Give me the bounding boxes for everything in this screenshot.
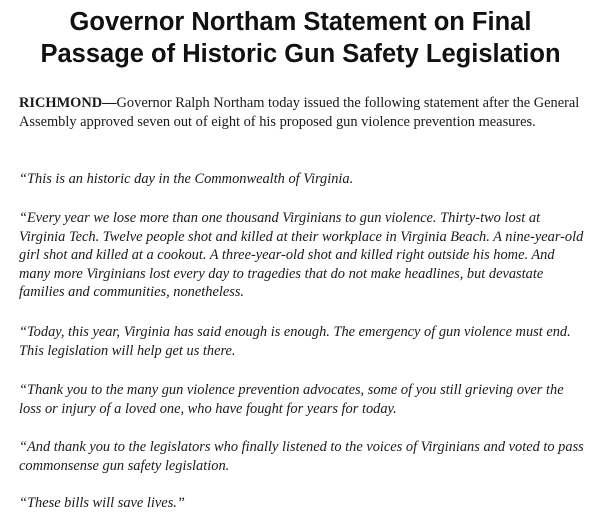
lead-paragraph [19, 94, 589, 131]
quote-paragraph: “Today, this year, Virginia has said enough is enough. The emergency of gun violence must end. This legislation will help get us there. [19, 324, 571, 359]
quote-paragraph: “These bills will save lives.” [19, 495, 185, 511]
quote-paragraph: “This is an historic day in the Commonwealth of Virginia. [19, 171, 354, 187]
lead-text: Governor Ralph Northam today issued the following statement after the General Assembly approved seven out of eight of his proposed gun violence prevention measures. [19, 95, 580, 130]
quote-paragraph: “Every year we lose more than one thousand Virginians to gun violence. Thirty-two lost at Virginia Tech. Twelve people shot and killed at their workplace in Virginia Beach. A nine-year-old girl shot and killed at a cookout. A three-year-old shot and killed right outside his home. And many more Virginians lost every day to tragedies that do not make headlines, but devastate families and communities, nonetheless. [19, 210, 584, 301]
dateline-dash: — [102, 95, 117, 111]
title-line-2: Passage of Historic Gun Safety Legislation [40, 40, 561, 68]
title-line-1: Governor Northam Statement on Final [69, 8, 532, 36]
page-title [0, 6, 601, 70]
quote-paragraph: “And thank you to the legislators who finally listened to the voices of Virginians and voted to pass commonsense gun safety legislation. [19, 439, 584, 474]
quote-paragraph: “Thank you to the many gun violence prevention advocates, some of you still grieving over the loss or injury of a loved one, who have fought for years for today. [19, 382, 564, 417]
dateline [19, 95, 117, 111]
dateline-city: RICHMOND [19, 95, 103, 111]
